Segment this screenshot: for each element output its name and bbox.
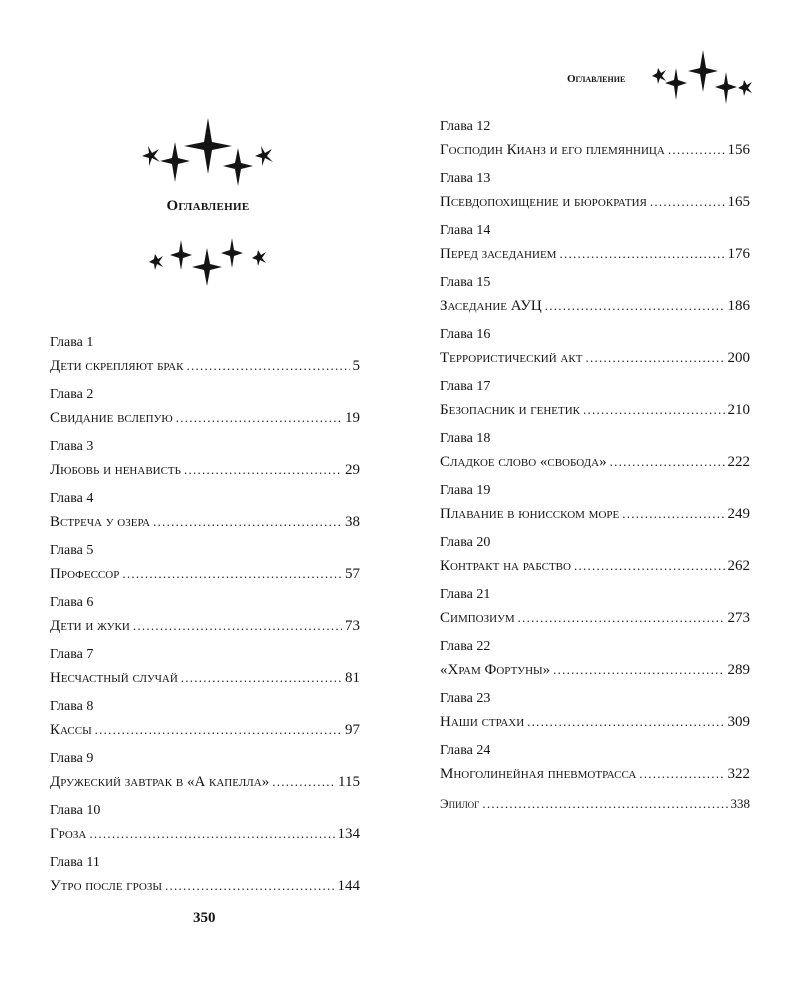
chapter-title: Наши страхи [440, 714, 525, 730]
page-number: 115 [338, 774, 360, 790]
dot-leader [527, 712, 724, 732]
toc-entry[interactable] [440, 586, 750, 638]
toc-entry[interactable] [50, 594, 360, 646]
chapter-number: Глава 4 [50, 491, 94, 506]
chapter-title: Многолинейная пневмотрасса [440, 766, 637, 782]
chapter-number: Глава 7 [50, 647, 94, 662]
dot-leader [574, 556, 725, 576]
dot-leader [272, 772, 335, 792]
toc-entry[interactable] [50, 386, 360, 438]
chapter-number: Глава 15 [440, 275, 491, 290]
dot-leader [668, 140, 725, 160]
chapter-number: Глава 13 [440, 171, 491, 186]
toc-entry[interactable] [50, 490, 360, 542]
dot-leader [89, 824, 334, 844]
chapter-number: Глава 21 [440, 587, 491, 602]
dot-leader [553, 660, 724, 680]
dot-leader [165, 876, 335, 896]
chapter-title: Перед заседанием [440, 246, 557, 262]
page-number: 200 [727, 350, 750, 366]
header-stars-icon [652, 48, 752, 104]
toc-entry[interactable] [50, 438, 360, 490]
chapter-title: Утро после грозы [50, 878, 162, 894]
chapter-number: Глава 10 [50, 803, 101, 818]
page-number: 57 [345, 566, 360, 582]
dot-leader [518, 608, 725, 628]
chapter-title: Псевдопохищение и бюрократия [440, 194, 647, 210]
dot-leader [545, 296, 725, 316]
bottom-stars-icon [146, 236, 270, 286]
dot-leader [639, 764, 724, 784]
dot-leader [610, 452, 725, 472]
chapter-title: Любовь и ненависть [50, 462, 181, 478]
page-number: 97 [345, 722, 360, 738]
toc-title: Оглавление [166, 198, 250, 214]
page-number: 156 [727, 142, 750, 158]
chapter-number: Глава 1 [50, 335, 94, 350]
chapter-number: Глава 5 [50, 543, 94, 558]
toc-entry[interactable] [50, 802, 360, 854]
toc-entry[interactable] [440, 170, 750, 222]
dot-leader [583, 400, 724, 420]
chapter-number: Глава 18 [440, 431, 491, 446]
chapter-title: Симпозиум [440, 610, 515, 626]
chapter-title: Плавание в юнисском море [440, 506, 620, 522]
chapter-number: Глава 20 [440, 535, 491, 550]
chapter-title: Сладкое слово «свобода» [440, 454, 607, 470]
chapter-title: Контракт на рабство [440, 558, 571, 574]
right-page [400, 0, 800, 1000]
running-head: Оглавление [567, 73, 626, 85]
toc-entry[interactable] [50, 646, 360, 698]
chapter-number: Глава 6 [50, 595, 94, 610]
dot-leader [133, 616, 342, 636]
page-number: 249 [727, 506, 750, 522]
chapter-title: Дети скрепляют брак [50, 358, 184, 374]
chapter-title: Гроза [50, 826, 87, 842]
page-number: 322 [727, 766, 750, 782]
chapter-number: Глава 14 [440, 223, 491, 238]
toc-entry[interactable] [440, 274, 750, 326]
dot-leader [482, 794, 727, 814]
page-number: 19 [345, 410, 360, 426]
toc-entry[interactable] [440, 482, 750, 534]
page-number: 29 [345, 462, 360, 478]
dot-leader [153, 512, 342, 532]
dot-leader [95, 720, 342, 740]
chapter-title: Господин Кианз и его племянница [440, 142, 665, 158]
page-number: 165 [727, 194, 750, 210]
chapter-number: Глава 2 [50, 387, 94, 402]
dot-leader [585, 348, 724, 368]
toc-list-right [440, 118, 750, 846]
page-number: 273 [727, 610, 750, 626]
page-number: 38 [345, 514, 360, 530]
toc-entry[interactable] [50, 854, 360, 906]
chapter-number: Глава 17 [440, 379, 491, 394]
chapter-number: Глава 3 [50, 439, 94, 454]
page-number: 309 [727, 714, 750, 730]
chapter-number: Глава 12 [440, 119, 491, 134]
toc-entry[interactable] [440, 430, 750, 482]
page-number: 144 [337, 878, 360, 894]
page-number: 134 [337, 826, 360, 842]
toc-list-left [50, 334, 360, 906]
chapter-title: Кассы [50, 722, 92, 738]
chapter-title: Заседание АУЦ [440, 298, 542, 314]
dot-leader [181, 668, 342, 688]
dot-leader [122, 564, 342, 584]
epilogue-title: Эпилог [440, 796, 480, 811]
dot-leader [559, 244, 724, 264]
chapter-number: Глава 11 [50, 855, 100, 870]
chapter-title: Дети и жуки [50, 618, 130, 634]
chapter-title: «Храм Фортуны» [440, 662, 551, 678]
toc-entry-epilogue[interactable] [440, 794, 750, 846]
chapter-title: Дружеский завтрак в «А капелла» [50, 774, 270, 790]
page-number: 5 [352, 358, 360, 374]
toc-entry[interactable] [50, 750, 360, 802]
toc-entry[interactable] [440, 378, 750, 430]
dot-leader [650, 192, 725, 212]
toc-entry[interactable] [440, 326, 750, 378]
page-number: 186 [727, 298, 750, 314]
page-number: 289 [727, 662, 750, 678]
page-number: 338 [730, 796, 750, 811]
toc-entry[interactable] [440, 690, 750, 742]
page-number: 210 [727, 402, 750, 418]
chapter-number: Глава 19 [440, 483, 491, 498]
chapter-number: Глава 23 [440, 691, 491, 706]
top-stars-icon [140, 116, 276, 190]
chapter-title: Профессор [50, 566, 120, 582]
chapter-title: Встреча у озера [50, 514, 151, 530]
toc-entry[interactable] [440, 222, 750, 274]
dot-leader [622, 504, 724, 524]
page-number: 262 [727, 558, 750, 574]
page-number: 81 [345, 670, 360, 686]
toc-entry[interactable] [440, 742, 750, 794]
toc-entry[interactable] [50, 334, 360, 386]
chapter-number: Глава 16 [440, 327, 491, 342]
dot-leader [186, 356, 349, 376]
chapter-number: Глава 8 [50, 699, 94, 714]
page-number: 222 [727, 454, 750, 470]
folio-page-number: 350 [193, 910, 216, 926]
toc-entry[interactable] [50, 542, 360, 594]
chapter-title: Свидание вслепую [50, 410, 173, 426]
toc-entry[interactable] [440, 118, 750, 170]
chapter-title: Несчастный случай [50, 670, 178, 686]
page-number: 73 [345, 618, 360, 634]
toc-entry[interactable] [440, 534, 750, 586]
toc-entry[interactable] [50, 698, 360, 750]
chapter-number: Глава 24 [440, 743, 491, 758]
chapter-number: Глава 9 [50, 751, 94, 766]
chapter-title: Террористический акт [440, 350, 583, 366]
chapter-number: Глава 22 [440, 639, 491, 654]
chapter-title: Безопасник и генетик [440, 402, 581, 418]
dot-leader [184, 460, 342, 480]
dot-leader [176, 408, 342, 428]
toc-entry[interactable] [440, 638, 750, 690]
page-number: 176 [727, 246, 750, 262]
